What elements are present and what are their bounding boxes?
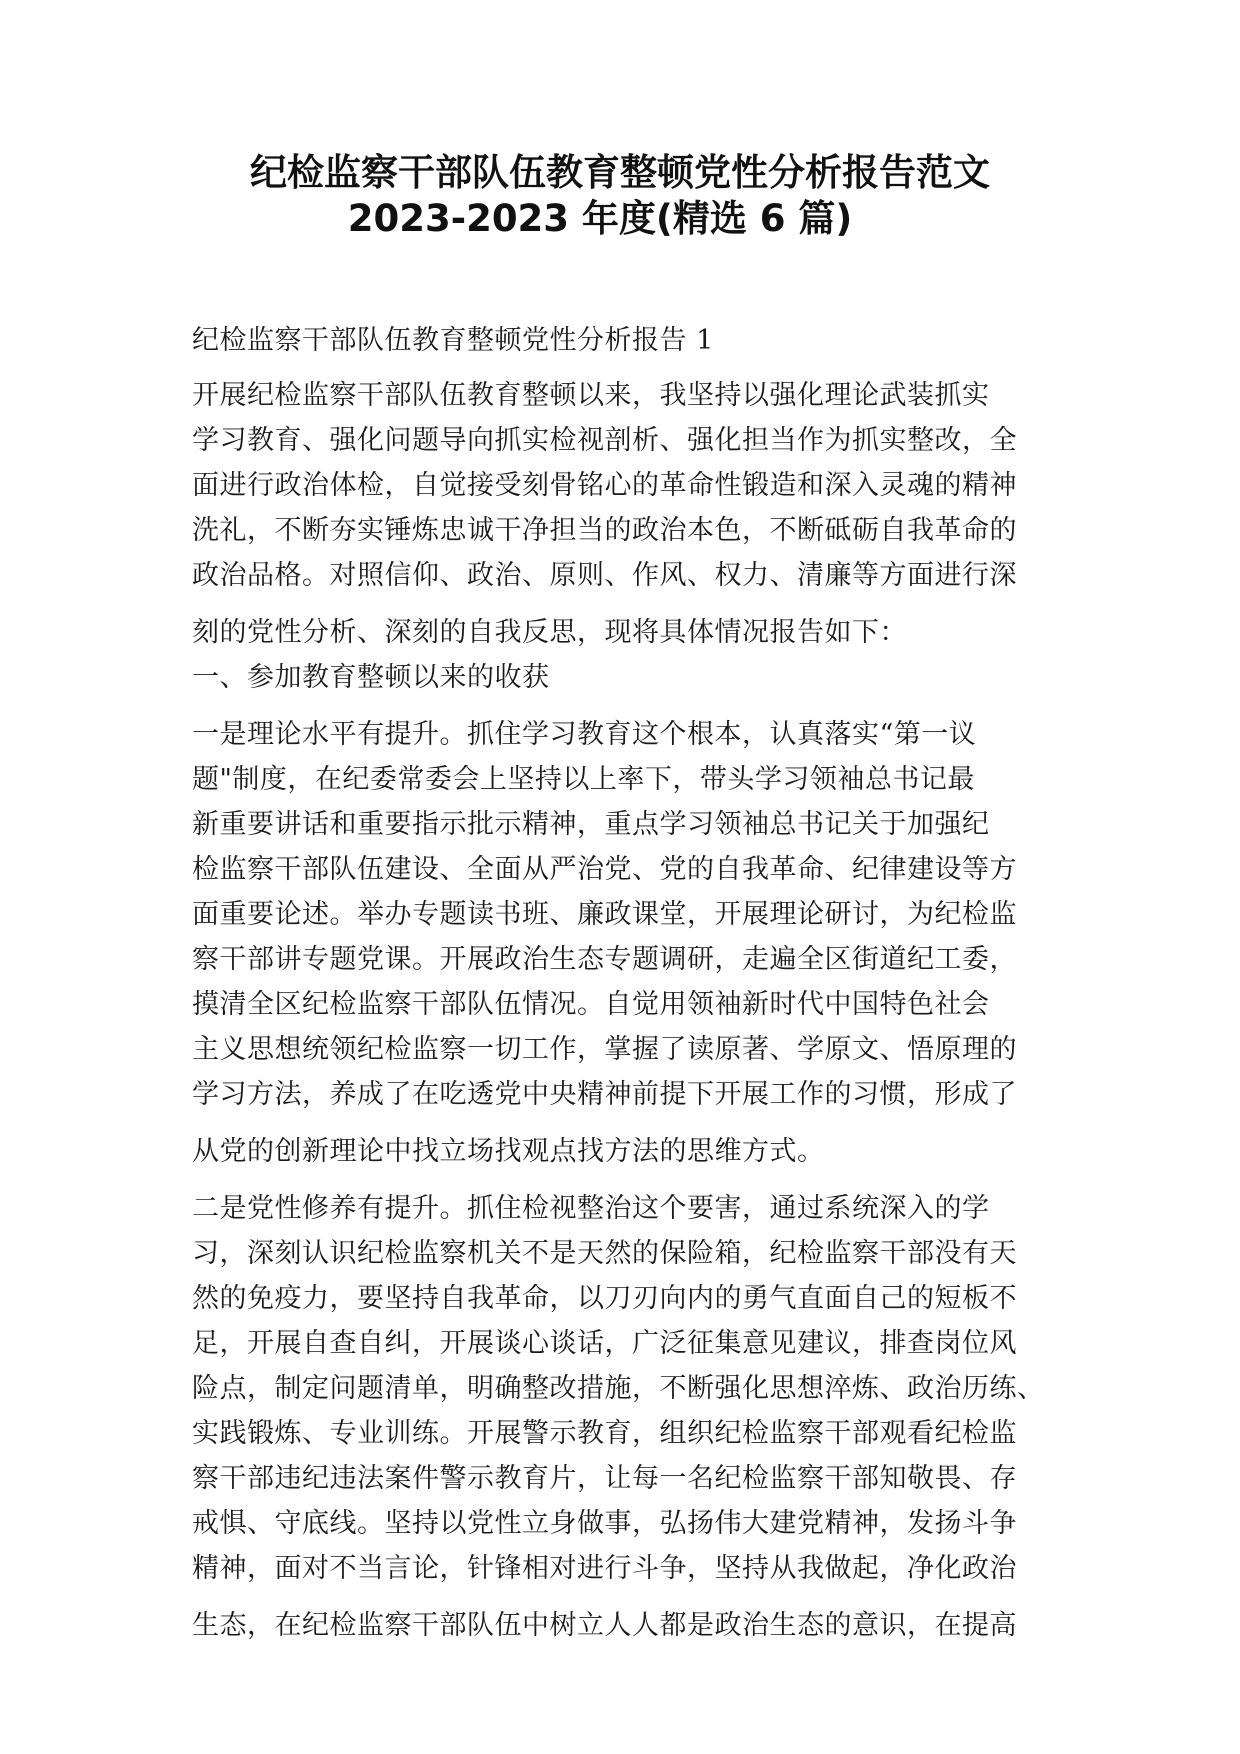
text-line: 洗礼，不断夯实锤炼忠诚干净担当的政治本色，不断砥砺自我革命的 xyxy=(192,515,1017,546)
text-line: 从党的创新理论中找立场找观点找方法的思维方式。 xyxy=(192,1136,825,1167)
text-line: 精神，面对不当言论，针锋相对进行斗争，坚持从我做起，净化政治 xyxy=(192,1553,1017,1584)
text-line: 生态，在纪检监察干部队伍中树立人人都是政治生态的意识，在提高 xyxy=(192,1610,1017,1641)
text-line: 一是理论水平有提升。抓住学习教育这个根本，认真落实“第一议 xyxy=(192,719,977,750)
point-two-paragraph xyxy=(192,1186,1052,1648)
text-line: 政治品格。对照信仰、政治、原则、作风、权力、清廉等方面进行深 xyxy=(192,560,1017,591)
text-line: 足，开展自查自纠，开展谈心谈话，广泛征集意见建议，排查岗位风 xyxy=(192,1328,1017,1359)
text-line: 实践锻炼、专业训练。开展警示教育，组织纪检监察干部观看纪检监 xyxy=(192,1418,1017,1449)
text-line: 检监察干部队伍建设、全面从严治党、党的自我革命、纪律建设等方 xyxy=(192,854,1017,885)
title-line-1: 纪检监察干部队伍教育整顿党性分析报告范文 xyxy=(250,151,990,194)
text-line: 新重要讲话和重要指示批示精神，重点学习领袖总书记关于加强纪 xyxy=(192,809,990,840)
text-line: 面重要论述。举办专题读书班、廉政课堂，开展理论研讨，为纪检监 xyxy=(192,899,1017,930)
intro-paragraph xyxy=(192,373,1052,655)
text-line: 察干部讲专题党课。开展政治生态专题调研，走遍全区街道纪工委， xyxy=(192,944,1017,975)
text-line: 刻的党性分析、深刻的自我反思，现将具体情况报告如下： xyxy=(192,617,907,648)
text-line: 学习教育、强化问题导向抓实检视剖析、强化担当作为抓实整改，全 xyxy=(192,425,1017,456)
report-heading: 纪检监察干部队伍教育整顿党性分析报告 1 xyxy=(192,325,714,356)
text-line: 学习方法，养成了在吃透党中央精神前提下开展工作的习惯，形成了 xyxy=(192,1079,1017,1110)
section-heading: 一、参加教育整顿以来的收获 xyxy=(192,662,550,693)
text-line: 题"制度，在纪委常委会上坚持以上率下，带头学习领袖总书记最 xyxy=(192,764,975,795)
text-line: 二是党性修养有提升。抓住检视整治这个要害，通过系统深入的学 xyxy=(192,1193,990,1224)
document-title xyxy=(190,150,1050,242)
text-line: 戒惧、守底线。坚持以党性立身做事，弘扬伟大建党精神，发扬斗争 xyxy=(192,1508,1017,1539)
title-line-2: 2023-2023 年度(精选 6 篇) xyxy=(347,197,853,240)
text-line: 察干部违纪违法案件警示教育片，让每一名纪检监察干部知敬畏、存 xyxy=(192,1463,1017,1494)
text-line: 主义思想统领纪检监察一切工作，掌握了读原著、学原文、悟原理的 xyxy=(192,1034,1017,1065)
text-line: 开展纪检监察干部队伍教育整顿以来，我坚持以强化理论武装抓实 xyxy=(192,380,990,411)
text-line: 面进行政治体检，自觉接受刻骨铭心的革命性锻造和深入灵魂的精神 xyxy=(192,470,1017,501)
text-line: 然的免疫力，要坚持自我革命，以刀刃向内的勇气直面自己的短板不 xyxy=(192,1283,1017,1314)
text-line: 险点，制定问题清单，明确整改措施，不断强化思想淬炼、政治历练、 xyxy=(192,1373,1045,1404)
point-one-paragraph xyxy=(192,712,1052,1174)
text-line: 习，深刻认识纪检监察机关不是天然的保险箱，纪检监察干部没有天 xyxy=(192,1238,1017,1269)
text-line: 摸清全区纪检监察干部队伍情况。自觉用领袖新时代中国特色社会 xyxy=(192,989,990,1020)
document-body xyxy=(192,318,1052,1648)
